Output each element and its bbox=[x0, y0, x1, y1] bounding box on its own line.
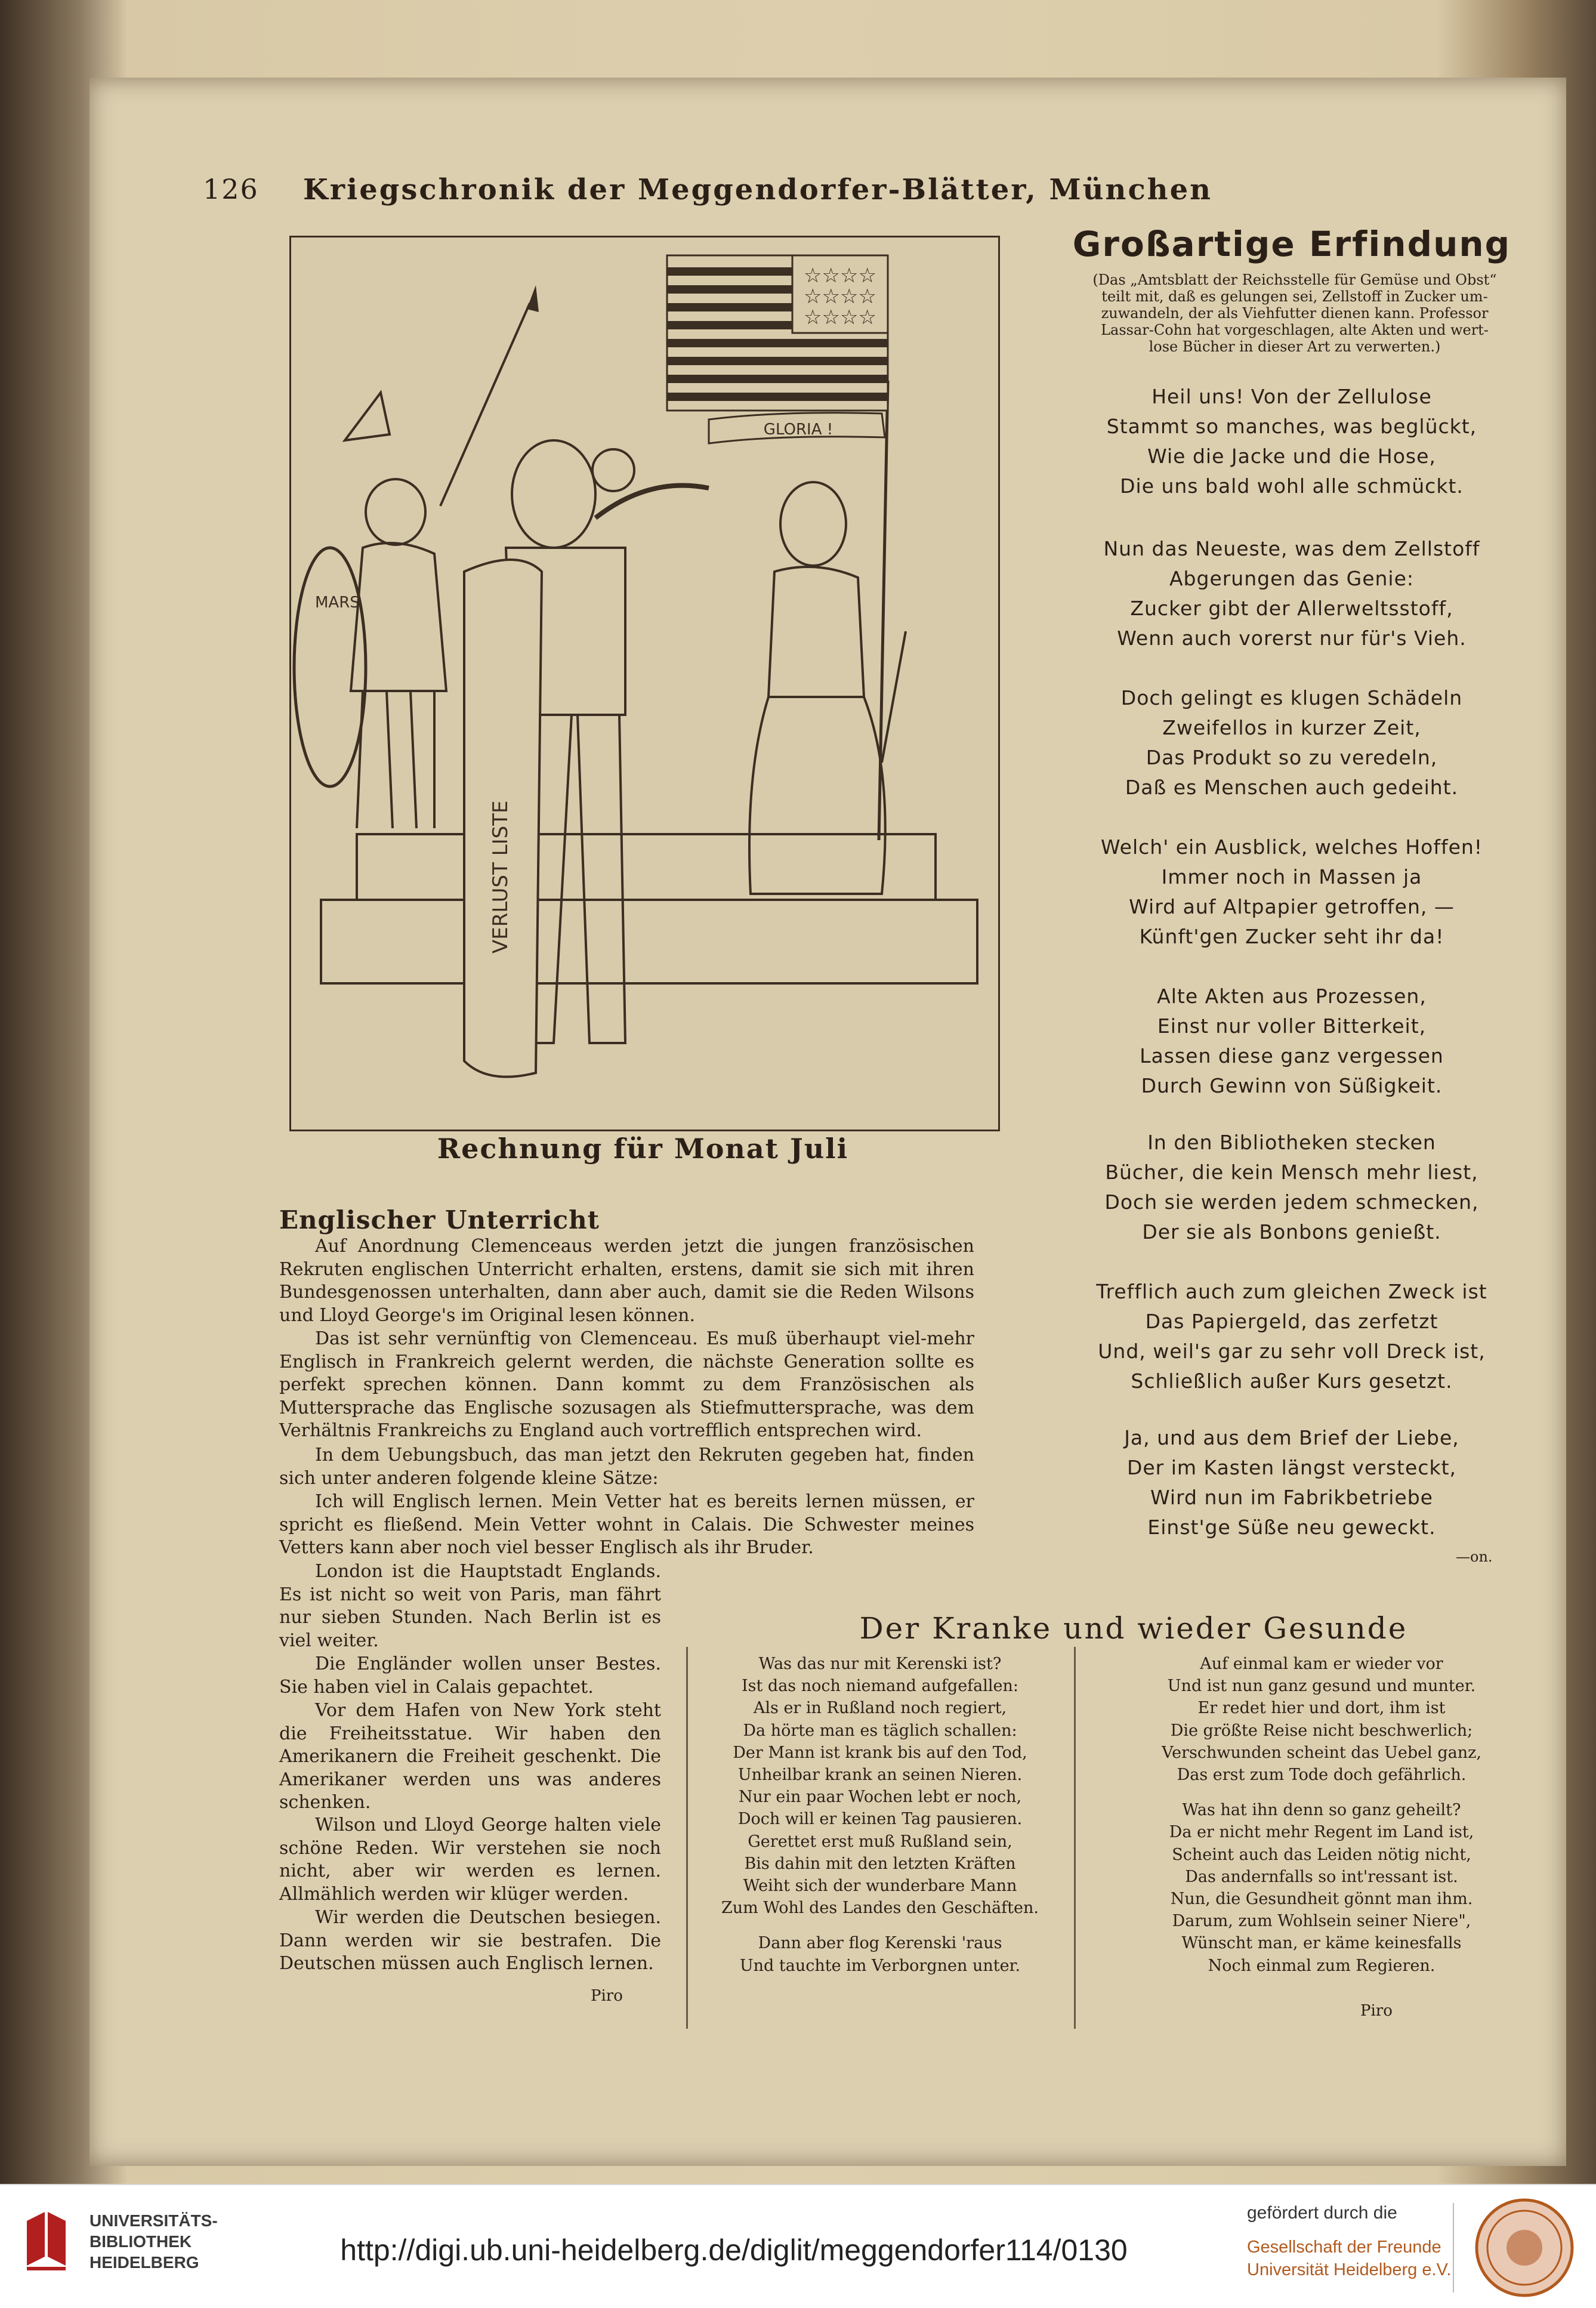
library-logo-icon[interactable] bbox=[21, 2209, 72, 2275]
article-paragraph: Die Engländer wollen unser Bestes. Sie haben viel in Calais gepachtet. bbox=[279, 1653, 661, 1698]
verse-line: Doch will er keinen Tag pausieren. bbox=[737, 1810, 1023, 1829]
article-paragraph: Wilson und Lloyd George halten viele schöne Reden. Wir verstehen sie noch nicht, aber wir werden es lernen. Allmählich werden wir klüger werden. bbox=[279, 1815, 661, 1905]
poem-line: Trefflich auch zum gleichen Zweck ist bbox=[1096, 1280, 1487, 1303]
svg-text:☆☆☆☆: ☆☆☆☆ bbox=[804, 285, 876, 308]
column-rule bbox=[686, 1647, 688, 2029]
article-title: Englischer Unterricht bbox=[279, 1205, 600, 1235]
poem-line: Das Produkt so zu veredeln, bbox=[1146, 746, 1438, 769]
poem-title: Großartige Erfindung bbox=[1072, 224, 1511, 264]
poem-intro-line: lose Bücher in dieser Art zu verwerten.) bbox=[1149, 338, 1441, 355]
verse-line: Unheilbar krank an seinen Nieren. bbox=[737, 1766, 1023, 1785]
column-rule bbox=[1074, 1647, 1076, 2029]
soldier-legs bbox=[357, 691, 434, 828]
poem-line: Doch gelingt es klugen Schädeln bbox=[1120, 686, 1463, 709]
poem-stanza bbox=[1014, 683, 1569, 803]
poem-line: In den Bibliotheken stecken bbox=[1147, 1131, 1436, 1154]
article-paragraph: Vor dem Hafen von New York steht die Freiheitsstatue. Wir haben den Amerikanern die Freiheit geschenkt. Die Amerikaner werden uns was anderes schenken. bbox=[279, 1700, 661, 1813]
poem-signature: —on. bbox=[1456, 1548, 1493, 1565]
library-name-line: HEIDELBERG bbox=[89, 2253, 199, 2272]
poem-line: Bücher, die kein Mensch mehr liest, bbox=[1105, 1161, 1478, 1184]
poem-stanza bbox=[1014, 382, 1569, 501]
poem-line: Zweifellos in kurzer Zeit, bbox=[1162, 716, 1421, 739]
verse-line: Da hörte man es täglich schallen: bbox=[743, 1721, 1017, 1740]
horn bbox=[345, 393, 390, 440]
poem-line: Der sie als Bonbons genießt. bbox=[1142, 1220, 1441, 1244]
cartoon-drawing bbox=[291, 237, 998, 1130]
verse-line: Das erst zum Tode doch gefährlich. bbox=[1177, 1766, 1467, 1785]
poem-intro-line: teilt mit, daß es gelungen sei, Zellstoff in Zucker um- bbox=[1101, 288, 1488, 305]
university-seal-icon bbox=[1474, 2197, 1575, 2298]
verse-line: Gerettet erst muß Rußland sein, bbox=[748, 1832, 1012, 1851]
poem-stanza bbox=[1014, 1277, 1569, 1396]
poem-stanza bbox=[1014, 1423, 1569, 1542]
running-head bbox=[203, 173, 1241, 215]
permalink-url[interactable]: http://digi.ub.uni-heidelberg.de/diglit/meggendorfer114/0130 bbox=[340, 2233, 1128, 2267]
poem-stanza bbox=[1014, 534, 1569, 653]
verse-line: Als er in Rußland noch regiert, bbox=[753, 1699, 1007, 1718]
poem-intro bbox=[1020, 271, 1569, 355]
poem-line: Welch' ein Ausblick, welches Hoffen! bbox=[1100, 835, 1483, 859]
verse-line: Wünscht man, er käme keinesfalls bbox=[1181, 1934, 1462, 1953]
verse-line: Da er nicht mehr Regent im Land ist, bbox=[1169, 1823, 1474, 1842]
poem-line: Nun das Neueste, was dem Zellstoff bbox=[1103, 537, 1480, 560]
flag-pole bbox=[879, 381, 888, 840]
verse-line: Nur ein paar Wochen lebt er noch, bbox=[738, 1788, 1022, 1807]
poem-line: Schließlich außer Kurs gesetzt. bbox=[1131, 1369, 1453, 1393]
verse-line: Bis dahin mit den letzten Kräften bbox=[744, 1854, 1016, 1873]
bottom-signature: Piro bbox=[1360, 2002, 1393, 2020]
sponsor-name[interactable] bbox=[1247, 2236, 1451, 2281]
verse-line: Noch einmal zum Regieren. bbox=[1208, 1956, 1436, 1975]
page-number: 126 bbox=[203, 173, 259, 205]
poem-line: Durch Gewinn von Süßigkeit. bbox=[1141, 1074, 1443, 1097]
plinth-lower bbox=[321, 900, 977, 983]
poem-line: Künft'gen Zucker seht ihr da! bbox=[1139, 925, 1444, 948]
article-paragraph: Das ist sehr vernünftig von Clemenceau. Es muß überhaupt viel-mehr Englisch in Frankreich gelernt werden, die nächste Generation sollte es perfekt sprechen können. Dann kommt zu dem Französischen als Muttersprache das Englische sozusagen als Stiefmuttersprache, was dem Verhältnis Frankreichs zu England auch vortrefflich entsprechen wird. bbox=[279, 1328, 974, 1442]
verse-line: Auf einmal kam er wieder vor bbox=[1200, 1655, 1443, 1673]
clemenceau-head bbox=[512, 440, 595, 548]
svg-text:☆☆☆☆: ☆☆☆☆ bbox=[804, 264, 876, 288]
shield-text: MARS bbox=[315, 594, 360, 612]
verse-line: Das andernfalls so int'ressant ist. bbox=[1185, 1867, 1458, 1886]
illustration-caption: Rechnung für Monat Juli bbox=[437, 1133, 849, 1165]
poem-line: Stammt so manches, was beglückt, bbox=[1106, 415, 1477, 438]
verse-line: Und ist nun ganz gesund und munter. bbox=[1167, 1677, 1476, 1696]
poem-line: Wird nun im Fabrikbetriebe bbox=[1150, 1486, 1433, 1509]
sword bbox=[882, 631, 906, 763]
poem-line: Immer noch in Massen ja bbox=[1161, 865, 1422, 888]
poem-line: Und, weil's gar zu sehr voll Dreck ist, bbox=[1098, 1340, 1486, 1363]
trumpet-bell bbox=[592, 449, 634, 491]
bottom-col-1 bbox=[692, 1653, 1068, 1977]
sponsor-label: gefördert durch die bbox=[1247, 2203, 1397, 2223]
poem-line: Wie die Jacke und die Hose, bbox=[1147, 445, 1436, 468]
viewer-footer bbox=[0, 2184, 1596, 2308]
verse-line: Darum, zum Wohlsein seiner Niere", bbox=[1172, 1912, 1471, 1931]
poem-line: Lassen diese ganz vergessen bbox=[1140, 1044, 1444, 1067]
gloria-banner-text: GLORIA ! bbox=[763, 421, 833, 439]
verse-line: Was hat ihn denn so ganz geheilt? bbox=[1182, 1801, 1461, 1820]
scroll-text: VERLUST LISTE bbox=[489, 800, 513, 954]
verse-line: Dann aber flog Kerenski 'raus bbox=[758, 1934, 1002, 1953]
poem-line: Heil uns! Von der Zellulose bbox=[1152, 385, 1432, 408]
cartoon-illustration bbox=[289, 236, 1000, 1131]
article-paragraph: London ist die Hauptstadt Englands. Es ist nicht so weit von Paris, man fährt nur sieben Stunden. Nach Berlin ist es viel weiter. bbox=[279, 1561, 661, 1651]
library-name-line: UNIVERSITÄTS- bbox=[89, 2211, 218, 2230]
poem-stanza bbox=[1014, 982, 1569, 1101]
poem-line: Abgerungen das Genie: bbox=[1169, 567, 1415, 590]
verse-line: Weiht sich der wunderbare Mann bbox=[743, 1877, 1017, 1896]
poem-intro-line: (Das „Amtsblatt der Reichsstelle für Gemüse und Obst“ bbox=[1092, 271, 1497, 288]
poem-line: Alte Akten aus Prozessen, bbox=[1157, 985, 1427, 1008]
poem-line: Daß es Menschen auch gedeiht. bbox=[1125, 776, 1459, 799]
article-paragraph: Wir werden die Deutschen besiegen. Dann werden wir sie bestrafen. Die Deutschen müssen auch Englisch lernen. bbox=[279, 1907, 661, 1974]
poem-line: Das Papiergeld, das zerfetzt bbox=[1145, 1310, 1438, 1333]
verse-line: Er redet hier und dort, ihm ist bbox=[1197, 1699, 1446, 1718]
spear bbox=[440, 303, 530, 506]
verse-line: Scheint auch das Leiden nötig nicht, bbox=[1172, 1845, 1471, 1864]
library-name[interactable] bbox=[89, 2210, 218, 2273]
poem-line: Ja, und aus dem Brief der Liebe, bbox=[1124, 1426, 1459, 1449]
poem-line: Die uns bald wohl alle schmückt. bbox=[1120, 474, 1464, 498]
shield bbox=[294, 548, 366, 786]
woman-head bbox=[780, 482, 846, 566]
poem-line: Zucker gibt der Allerweltsstoff, bbox=[1130, 597, 1453, 620]
poem-intro-line: zuwandeln, der als Viehfutter dienen kann. Professor bbox=[1101, 305, 1489, 322]
woman-torso bbox=[768, 567, 864, 697]
soldier-head bbox=[366, 479, 425, 545]
poem-line: Wenn auch vorerst nur für's Vieh. bbox=[1117, 627, 1467, 650]
spear-tip bbox=[527, 285, 539, 312]
article-paragraph: In dem Uebungsbuch, das man jetzt den Rekruten gegeben hat, finden sich unter anderen folgende kleine Sätze: bbox=[279, 1445, 974, 1489]
footer-divider bbox=[1453, 2203, 1454, 2292]
verse-line: Verschwunden scheint das Uebel ganz, bbox=[1162, 1743, 1481, 1762]
poem-stanza bbox=[1014, 832, 1569, 952]
article-signature: Piro bbox=[591, 1987, 623, 2005]
verse-line: Die größte Reise nicht beschwerlich; bbox=[1170, 1721, 1473, 1740]
poem-line: Wird auf Altpapier getroffen, — bbox=[1129, 895, 1455, 918]
us-flag bbox=[667, 255, 888, 411]
verse-line: Zum Wohl des Landes den Geschäften. bbox=[721, 1899, 1039, 1918]
bottom-col-2 bbox=[1080, 1653, 1563, 1977]
poem-stanza bbox=[1014, 1128, 1569, 1247]
sponsor-name-line: Gesellschaft der Freunde bbox=[1247, 2238, 1441, 2257]
verse-line: Nun, die Gesundheit gönnt man ihm. bbox=[1170, 1890, 1473, 1909]
article-paragraph: Ich will Englisch lernen. Mein Vetter hat es bereits lernen müssen, er spricht es fließend. Mein Vetter wohnt in Calais. Die Schwester meines Vetters kann aber noch viel besser Englisch als ihr Bruder. bbox=[279, 1491, 974, 1559]
verse-line: Und tauchte im Verborgnen unter. bbox=[739, 1956, 1021, 1975]
sponsor-name-line: Universität Heidelberg e.V. bbox=[1247, 2260, 1452, 2279]
poem-line: Doch sie werden jedem schmecken, bbox=[1104, 1190, 1479, 1214]
poem-line: Einst nur voller Bitterkeit, bbox=[1157, 1014, 1427, 1038]
svg-text:☆☆☆☆: ☆☆☆☆ bbox=[804, 306, 876, 329]
library-name-line: BIBLIOTHEK bbox=[89, 2232, 192, 2251]
plinth-upper bbox=[357, 834, 936, 900]
article-paragraph: Auf Anordnung Clemenceaus werden jetzt die jungen französischen Rekruten englischen Unterricht erhalten, erstens, damit sie sich mit ihren Bundesgenossen unterhalten, dann aber auch, damit sie die Reden Wilsons und Lloyd George's im Original lesen können. bbox=[279, 1236, 974, 1326]
header-title: Kriegschronik der Meggendorfer-Blätter, München bbox=[303, 173, 1212, 206]
verse-line: Der Mann ist krank bis auf den Tod, bbox=[733, 1743, 1027, 1762]
poem-intro-line: Lassar-Cohn hat vorgeschlagen, alte Akten und wert- bbox=[1101, 322, 1489, 338]
verse-line: Ist das noch niemand aufgefallen: bbox=[741, 1677, 1019, 1696]
poem-line: Der im Kasten längst versteckt, bbox=[1126, 1456, 1457, 1479]
woman-dress bbox=[749, 697, 885, 894]
poem-line: Einst'ge Süße neu geweckt. bbox=[1147, 1516, 1436, 1539]
bottom-poem-title: Der Kranke und wieder Gesunde bbox=[859, 1611, 1408, 1646]
verse-line: Was das nur mit Kerenski ist? bbox=[758, 1655, 1002, 1673]
